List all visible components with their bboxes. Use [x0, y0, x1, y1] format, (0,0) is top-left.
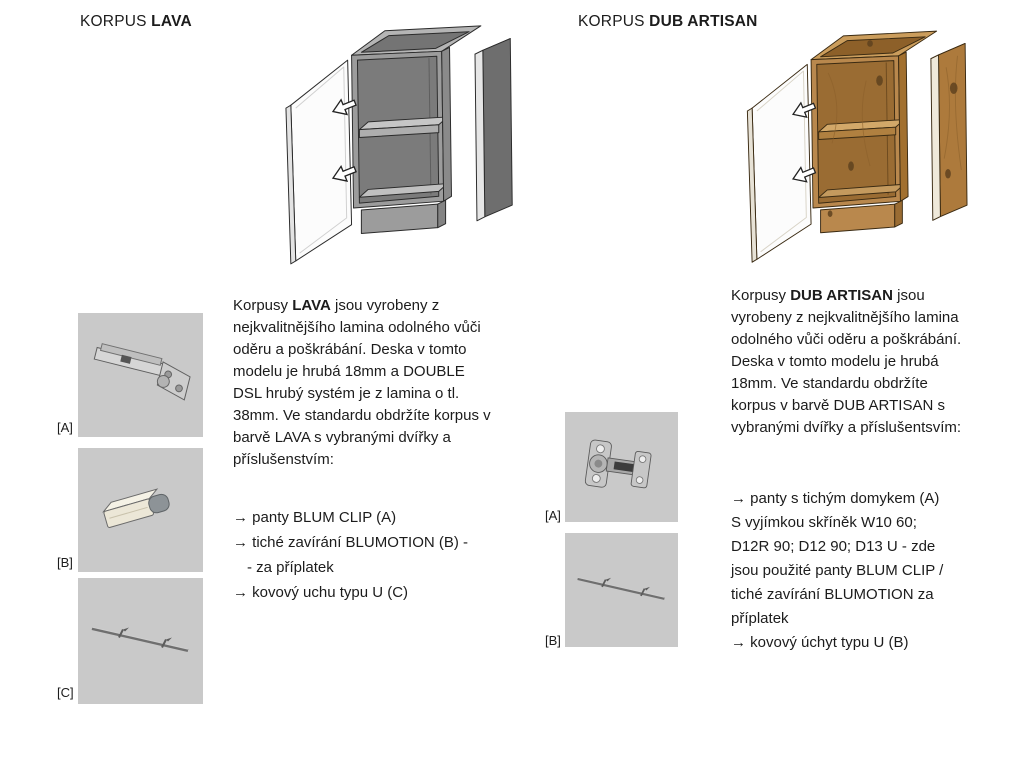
hardware-photo-damper — [78, 448, 203, 572]
paragraph-brand: LAVA — [292, 297, 331, 314]
hardware-photo-handle — [565, 533, 678, 647]
feature-item-continuation: jsou použité panty BLUM CLIP / — [731, 562, 944, 579]
description-lava — [233, 295, 491, 471]
title-name: LAVA — [151, 13, 192, 30]
feature-item: → kovový uchu typu U (C) — [233, 584, 409, 601]
blum-clip-hinge-icon — [78, 313, 203, 437]
hardware-label-b: [B] — [57, 555, 73, 570]
feature-item: → panty s tichým domykem (A) — [731, 490, 940, 507]
feature-item-continuation: D12R 90; D12 90; D13 U - zde — [731, 538, 936, 555]
hardware-photo-handle — [78, 578, 203, 704]
section-title-dub-artisan — [578, 13, 758, 31]
feature-item-continuation: tiché zavírání BLUMOTION za — [731, 586, 934, 603]
paragraph-brand: DUB ARTISAN — [790, 287, 893, 304]
section-title-lava — [80, 13, 192, 31]
description-dub-artisan — [731, 285, 969, 439]
title-prefix: KORPUS — [578, 13, 650, 30]
feature-item-continuation: - za příplatek — [247, 559, 334, 576]
hardware-photo-hinge — [78, 313, 203, 437]
hardware-label-b: [B] — [545, 633, 561, 648]
blumotion-damper-icon — [78, 448, 203, 572]
paragraph-rest: jsou vyrobeny z nejkvalitnějšího lamina odolného vůči oděru a poškrábání. Deska v tomto modelu je hrubá 18mm. Ve standardu obdržíte korpus v barvě DUB ARTISAN s vybranými dvířky a příslušentsvím: — [731, 287, 962, 436]
cabinet-illustration-lava — [283, 6, 523, 270]
hardware-photo-soft-close-hinge — [565, 412, 678, 522]
title-prefix: KORPUS — [80, 13, 152, 30]
cabinet-illustration-dub-artisan — [740, 14, 982, 266]
feature-item-continuation: příplatek — [731, 610, 789, 627]
feature-item-continuation: S vyjímkou skříněk W10 60; — [731, 514, 917, 531]
title-name: DUB ARTISAN — [649, 13, 758, 30]
feature-item: → kovový úchyt typu U (B) — [731, 634, 909, 651]
feature-item: → tiché zavírání BLUMOTION (B) - — [233, 534, 469, 551]
paragraph-lead: Korpusy — [233, 297, 293, 314]
paragraph-rest: jsou vyrobeny z nejkvalitnějšího lamina odolného vůči oděru a poškrábání. Deska v tomto modelu je hrubá 18mm a DOUBLE DSL hrubý systém je z lamina o tl. 38mm. Ve standardu obdržíte korpus v barvě LAVA s vybranými dvířky a příslušenstvím: — [233, 297, 491, 468]
hardware-label-c: [C] — [57, 685, 74, 700]
soft-close-hinge-icon — [565, 412, 678, 522]
feature-item: → panty BLUM CLIP (A) — [233, 509, 397, 526]
hardware-label-a: [A] — [545, 508, 561, 523]
feature-list-dub-artisan — [731, 487, 943, 655]
metal-bar-handle-icon — [565, 533, 678, 647]
metal-bar-handle-icon — [78, 578, 203, 704]
hardware-label-a: [A] — [57, 420, 73, 435]
feature-list-lava — [233, 505, 468, 605]
paragraph-lead: Korpusy — [731, 287, 791, 304]
